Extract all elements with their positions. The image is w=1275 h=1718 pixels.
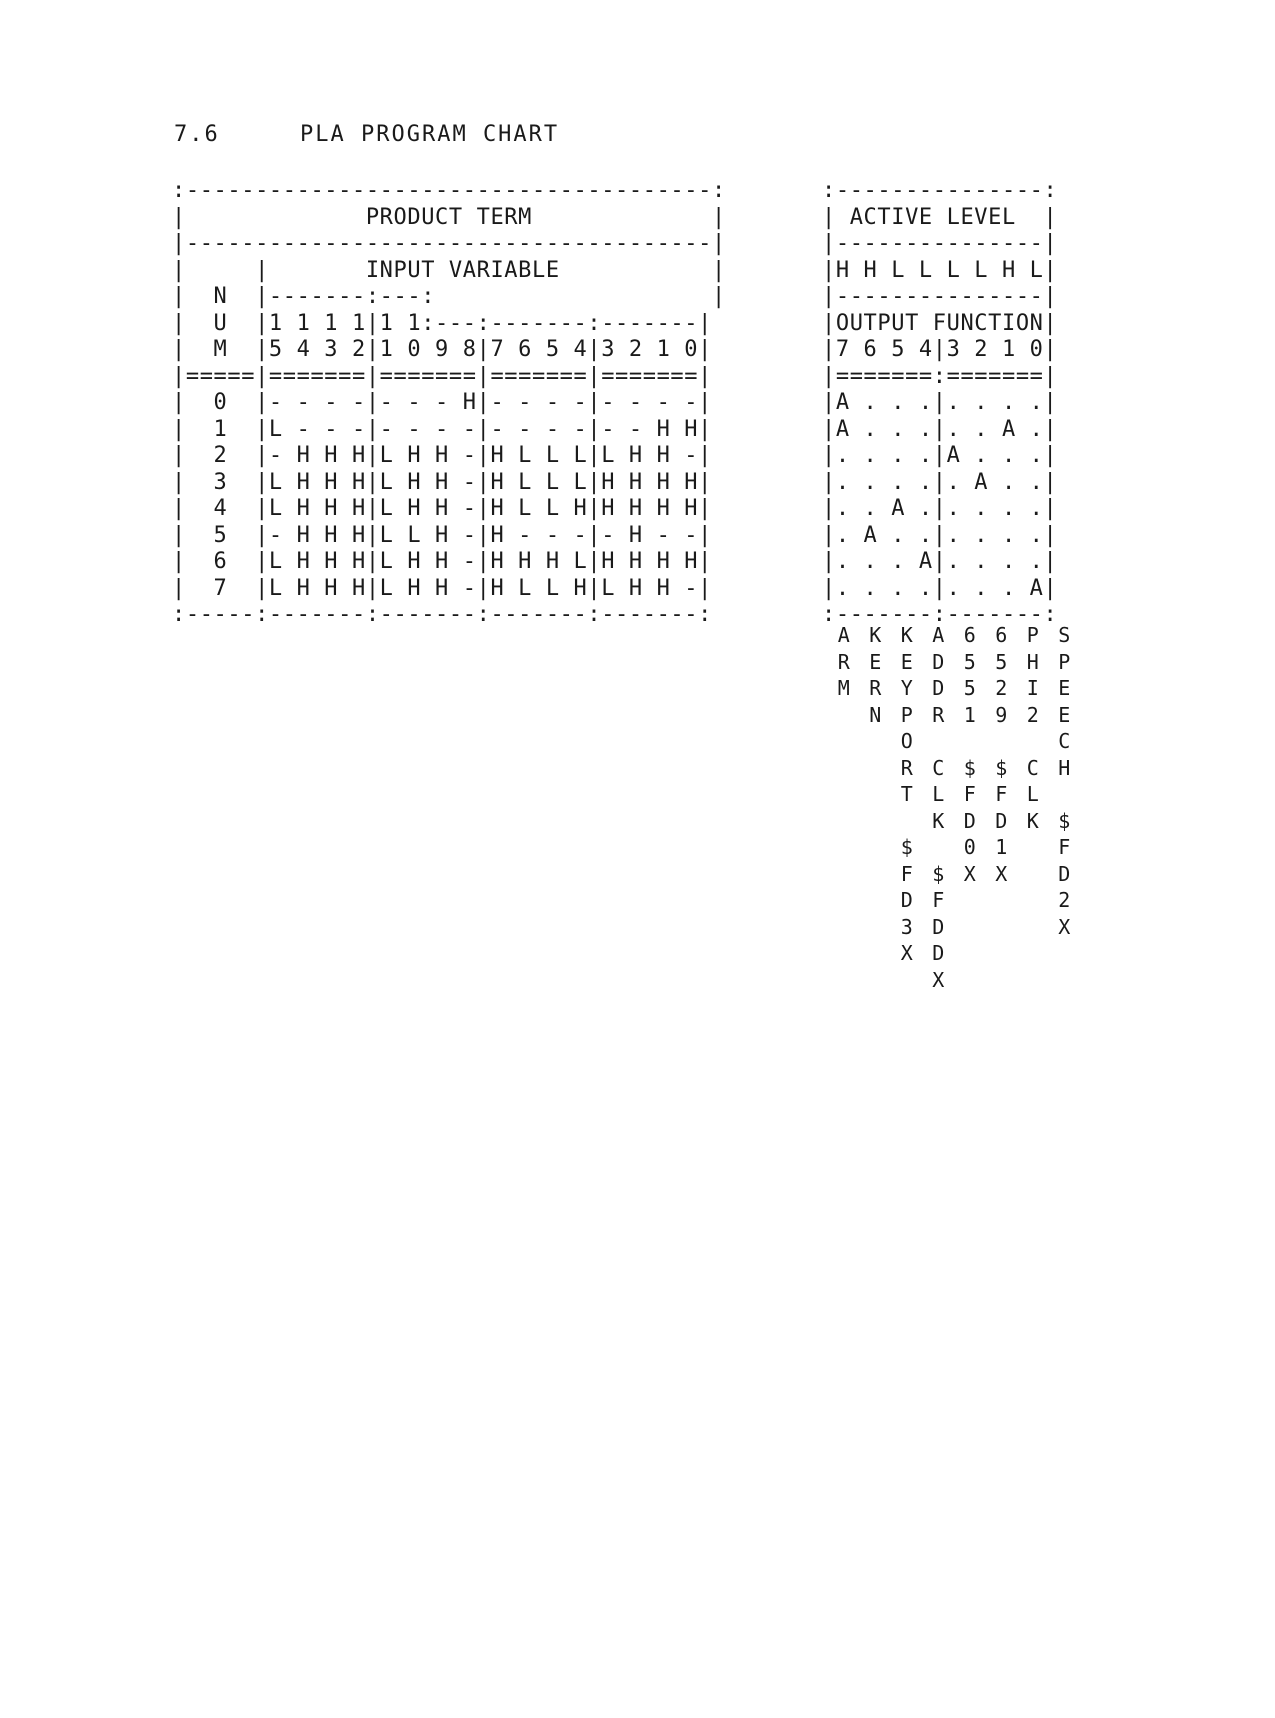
- output-label-char: T: [900, 782, 913, 806]
- output-label-column: [1049, 622, 1081, 993]
- output-label-char: X: [1058, 914, 1071, 939]
- output-label-char: $: [1058, 808, 1071, 833]
- output-label-char: F: [932, 888, 945, 912]
- product-term-line: | N |-------:---: |: [172, 284, 726, 309]
- output-label-char: K: [900, 623, 913, 647]
- product-term-line: | 0 |- - - -|- - - H|- - - -|- - - -|: [172, 390, 712, 415]
- output-label-char: 3: [900, 914, 913, 939]
- output-label-column: [923, 622, 955, 993]
- product-term-line: | U |1 1 1 1|1 1:---:-------:-------|: [172, 310, 712, 336]
- output-label-char: E: [869, 649, 882, 674]
- output-label-char: 2: [1026, 702, 1039, 727]
- active-level-line: |OUTPUT FUNCTION|: [822, 310, 1058, 336]
- active-level-line: |. . . .|. A . .|: [822, 469, 1058, 495]
- active-level-line: |A . . .|. . . .|: [822, 390, 1058, 415]
- output-label-char: O: [900, 729, 913, 753]
- product-term-table: [172, 178, 726, 629]
- output-label-char: F: [900, 861, 913, 886]
- output-label-char: X: [900, 941, 913, 965]
- product-term-line: | 2 |- H H H|L H H -|H L L L|L H H -|: [172, 443, 712, 468]
- output-label-char: 2: [995, 676, 1008, 700]
- output-label-char: K: [932, 808, 945, 833]
- output-label-char: X: [963, 861, 976, 886]
- output-label-char: I: [1026, 676, 1039, 700]
- output-label-char: 6: [963, 623, 976, 647]
- product-term-line: | 1 |L - - -|- - - -|- - - -|- - H H|: [172, 416, 712, 442]
- product-term-line: :--------------------------------------:: [172, 178, 726, 203]
- output-label-char: 6: [995, 623, 1008, 647]
- product-term-line: | PRODUCT TERM |: [172, 204, 726, 230]
- output-label-char: 1: [963, 702, 976, 727]
- product-term-line: | 6 |L H H H|L H H -|H H H L|H H H H|: [172, 549, 712, 574]
- output-label-char: D: [963, 808, 976, 833]
- active-level-line: |. . A .|. . . .|: [822, 496, 1058, 521]
- active-level-line: :-------:-------:: [822, 602, 1058, 627]
- product-term-line: | 4 |L H H H|L H H -|H L L H|H H H H|: [172, 496, 712, 521]
- product-term-line: :-----:-------:-------:-------:-------:: [172, 602, 712, 627]
- active-level-line: |---------------|: [822, 284, 1058, 309]
- output-label-char: $: [900, 835, 913, 859]
- output-label-column: [1017, 622, 1049, 993]
- output-label-char: D: [1058, 861, 1071, 886]
- output-label-char: C: [1026, 755, 1039, 780]
- output-label-char: 5: [963, 649, 976, 674]
- output-label-char: D: [932, 676, 945, 700]
- output-label-char: S: [1058, 623, 1071, 647]
- product-term-line: | | INPUT VARIABLE |: [172, 257, 726, 283]
- output-label-column: [828, 622, 860, 993]
- output-label-char: H: [1058, 755, 1071, 780]
- output-label-char: E: [1058, 676, 1071, 700]
- active-level-line: |. . . A|. . . .|: [822, 549, 1058, 574]
- output-label-char: E: [900, 649, 913, 674]
- output-signal-labels: [828, 622, 1080, 993]
- active-level-line: |7 6 5 4|3 2 1 0|: [822, 337, 1058, 362]
- output-label-char: H: [1026, 649, 1039, 674]
- section-number: 7.6: [174, 122, 220, 147]
- output-label-char: D: [932, 914, 945, 939]
- output-label-char: 0: [963, 835, 976, 859]
- output-label-char: P: [1058, 649, 1071, 674]
- section-heading: [174, 122, 559, 147]
- active-level-line: |. A . .|. . . .|: [822, 522, 1058, 548]
- product-term-line: | M |5 4 3 2|1 0 9 8|7 6 5 4|3 2 1 0|: [172, 337, 712, 362]
- product-term-line: |=====|=======|=======|=======|=======|: [172, 363, 712, 389]
- output-label-column: [860, 622, 892, 993]
- output-label-char: 9: [995, 702, 1008, 727]
- output-label-char: R: [869, 676, 882, 700]
- active-level-line: |. . . .|A . . .|: [822, 443, 1058, 468]
- output-label-char: A: [932, 623, 945, 647]
- active-level-table: [822, 178, 1057, 629]
- output-label-char: F: [963, 782, 976, 806]
- output-label-char: X: [932, 967, 945, 992]
- output-label-char: K: [1026, 808, 1039, 833]
- output-label-char: D: [900, 888, 913, 912]
- product-term-line: | 5 |- H H H|L L H -|H - - -|- H - -|: [172, 522, 712, 548]
- active-level-line: |. . . .|. . . A|: [822, 575, 1058, 601]
- output-label-char: $: [932, 861, 945, 886]
- output-label-char: P: [1026, 623, 1039, 647]
- output-label-char: Y: [900, 676, 913, 700]
- product-term-line: |--------------------------------------|: [172, 231, 726, 256]
- output-label-column: [986, 622, 1018, 993]
- active-level-line: |A . . .|. . A .|: [822, 416, 1058, 442]
- product-term-line: | 3 |L H H H|L H H -|H L L L|H H H H|: [172, 469, 712, 495]
- output-label-char: D: [932, 941, 945, 965]
- output-label-char: E: [1058, 702, 1071, 727]
- output-label-char: 5: [995, 649, 1008, 674]
- output-label-char: X: [995, 861, 1008, 886]
- output-label-char: L: [1026, 782, 1039, 806]
- output-label-char: $: [963, 755, 976, 780]
- output-label-char: C: [932, 755, 945, 780]
- output-label-char: R: [900, 755, 913, 780]
- output-label-char: D: [995, 808, 1008, 833]
- output-label-char: 1: [995, 835, 1008, 859]
- output-label-char: R: [837, 649, 850, 674]
- output-label-char: A: [837, 623, 850, 647]
- active-level-line: |=======:=======|: [822, 363, 1058, 389]
- output-label-char: F: [1058, 835, 1071, 859]
- output-label-char: $: [995, 755, 1008, 780]
- active-level-line: |---------------|: [822, 231, 1058, 256]
- output-label-char: 2: [1058, 888, 1071, 912]
- active-level-line: :---------------:: [822, 178, 1058, 203]
- output-label-char: R: [932, 702, 945, 727]
- output-label-char: C: [1058, 729, 1071, 753]
- output-label-char: F: [995, 782, 1008, 806]
- section-title: PLA PROGRAM CHART: [300, 122, 560, 147]
- output-label-char: N: [869, 702, 882, 727]
- output-label-char: K: [869, 623, 882, 647]
- output-label-char: 5: [963, 676, 976, 700]
- active-level-line: | ACTIVE LEVEL |: [822, 204, 1058, 230]
- product-term-line: | 7 |L H H H|L H H -|H L L H|L H H -|: [172, 575, 712, 601]
- output-label-column: [954, 622, 986, 993]
- output-label-char: D: [932, 649, 945, 674]
- output-label-char: L: [932, 782, 945, 806]
- active-level-line: |H H L L L L H L|: [822, 257, 1058, 283]
- output-label-char: P: [900, 702, 913, 727]
- output-label-column: [891, 622, 923, 993]
- output-label-char: M: [837, 676, 850, 700]
